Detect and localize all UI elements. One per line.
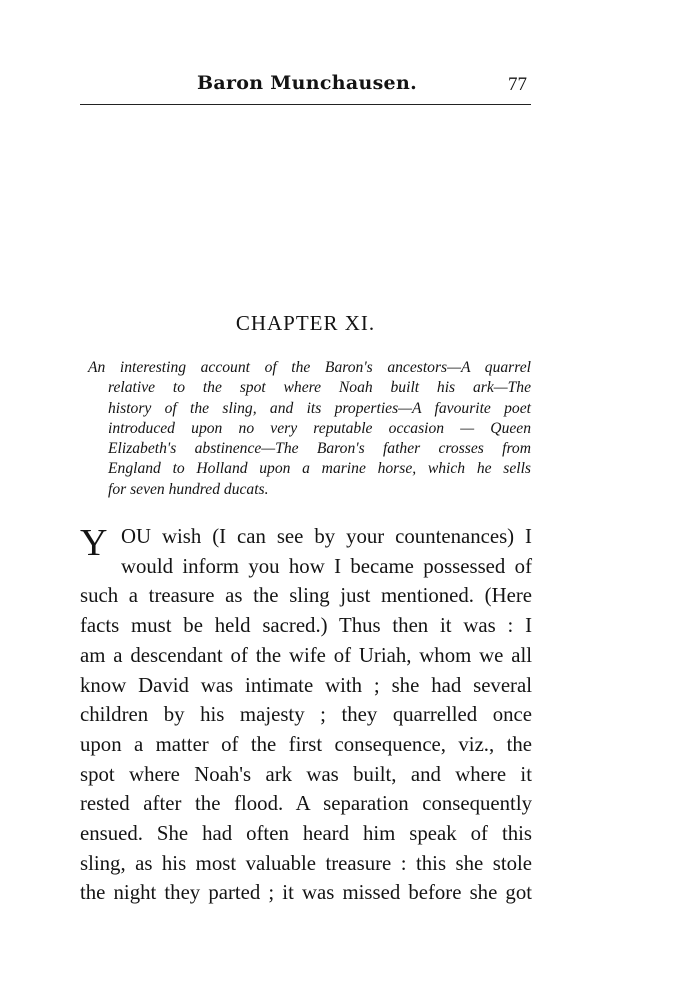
body-line: such a treasure as the sling just mentioned. (Here bbox=[80, 584, 532, 608]
body-line: the night they parted ; it was missed before she got bbox=[80, 881, 532, 905]
body-line: am a descendant of the wife of Uriah, whom we all bbox=[80, 643, 532, 667]
synopsis-line: for seven hundred ducats. bbox=[108, 480, 269, 498]
body-line: children by his majesty ; they quarrelled once bbox=[80, 703, 532, 727]
body-line: sling, as his most valuable treasure : this she stole bbox=[80, 851, 532, 875]
synopsis-line: An interesting account of the Baron's ancestors—A quarrel bbox=[88, 359, 531, 376]
synopsis-line: Elizabeth's abstinence—The Baron's father crosses from bbox=[108, 440, 531, 458]
body-line: know David was intimate with ; she had several bbox=[80, 673, 532, 697]
synopsis-line: history of the sling, and its properties—A favourite poet bbox=[108, 399, 531, 417]
body-line: ensued. She had often heard him speak of this bbox=[80, 822, 532, 846]
running-title: Baron Munchausen. bbox=[197, 72, 417, 94]
drop-cap: Y bbox=[80, 522, 108, 564]
body-line: would inform you how I became possessed of bbox=[121, 554, 532, 578]
synopsis-line: introduced upon no very reputable occasion — Queen bbox=[108, 419, 531, 437]
synopsis-line: relative to the spot where Noah built his ark—The bbox=[108, 379, 531, 397]
body-line: upon a matter of the first consequence, viz., the bbox=[80, 732, 532, 756]
synopsis-line: England to Holland upon a marine horse, which he sells bbox=[108, 460, 531, 478]
page-number: 77 bbox=[508, 74, 527, 95]
body-line: spot where Noah's ark was built, and where it bbox=[80, 762, 532, 786]
body-text bbox=[80, 522, 532, 908]
body-line: OU wish (I can see by your countenances) I bbox=[121, 525, 532, 548]
chapter-synopsis bbox=[88, 358, 531, 500]
chapter-heading: CHAPTER XI. bbox=[235, 311, 376, 335]
body-line: facts must be held sacred.) Thus then it was : I bbox=[80, 614, 532, 638]
running-head bbox=[83, 70, 531, 104]
body-line: rested after the flood. A separation consequently bbox=[80, 792, 532, 816]
header-rule bbox=[80, 104, 531, 105]
